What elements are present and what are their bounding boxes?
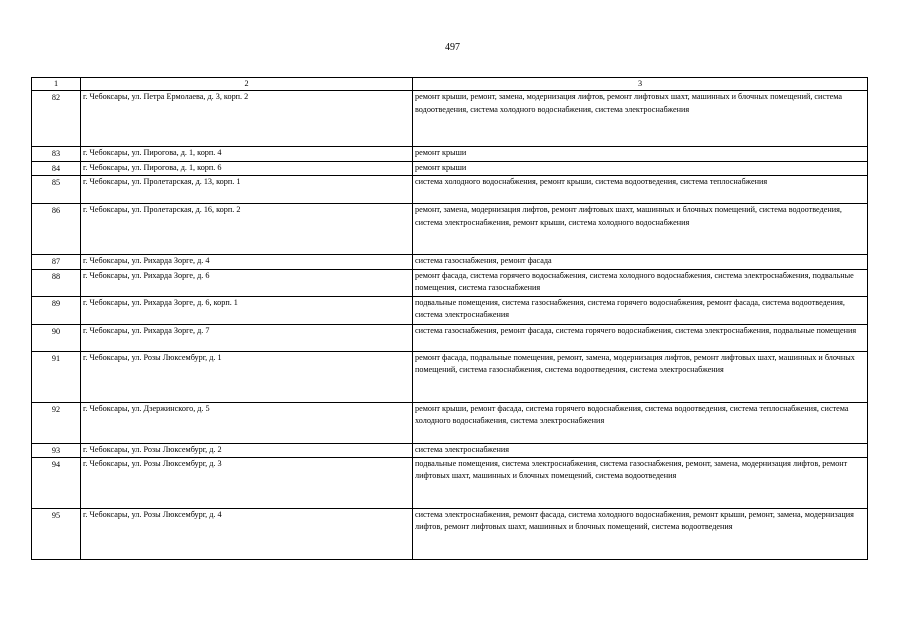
row-address: г. Чебоксары, ул. Рихарда Зорге, д. 4 bbox=[81, 255, 413, 269]
row-address: г. Чебоксары, ул. Розы Люксембург, д. 2 bbox=[81, 443, 413, 457]
row-address: г. Чебоксары, ул. Рихарда Зорге, д. 6 bbox=[81, 269, 413, 296]
row-address: г. Чебоксары, ул. Пирогова, д. 1, корп. 4 bbox=[81, 147, 413, 161]
row-works: ремонт фасада, подвальные помещения, ремонт, замена, модернизация лифтов, ремонт лифтовых шахт, машинных и блочных помещений, система газоснабжения, система водоотведения, система электроснабжения bbox=[413, 351, 868, 402]
row-number: 88 bbox=[32, 269, 81, 296]
table-header-row bbox=[32, 78, 868, 91]
row-address: г. Чебоксары, ул. Пролетарская, д. 16, корп. 2 bbox=[81, 204, 413, 255]
table-row bbox=[32, 296, 868, 324]
row-works: система газоснабжения, ремонт фасада, система горячего водоснабжения, система электроснабжения, подвальные помещения bbox=[413, 324, 868, 351]
row-number: 90 bbox=[32, 324, 81, 351]
row-address: г. Чебоксары, ул. Розы Люксембург, д. 3 bbox=[81, 458, 413, 509]
row-address: г. Чебоксары, ул. Пролетарская, д. 13, корп. 1 bbox=[81, 176, 413, 204]
row-number: 91 bbox=[32, 351, 81, 402]
buildings-table bbox=[31, 77, 868, 560]
column-header-address: 2 bbox=[81, 78, 413, 91]
table-row bbox=[32, 176, 868, 204]
row-works: ремонт крыши bbox=[413, 147, 868, 161]
row-works: ремонт крыши, ремонт фасада, система горячего водоснабжения, система водоотведения, система теплоснабжения, система холодного водоснабжения, система электроснабжения bbox=[413, 402, 868, 443]
row-works: ремонт фасада, система горячего водоснабжения, система холодного водоснабжения, система электроснабжения, подвальные помещения, система газоснабжения bbox=[413, 269, 868, 296]
row-address: г. Чебоксары, ул. Рихарда Зорге, д. 7 bbox=[81, 324, 413, 351]
row-number: 83 bbox=[32, 147, 81, 161]
table-row bbox=[32, 147, 868, 161]
row-address: г. Чебоксары, ул. Розы Люксембург, д. 1 bbox=[81, 351, 413, 402]
row-works: система электроснабжения, ремонт фасада, система холодного водоснабжения, ремонт крыши, ремонт, замена, модернизация лифтов, ремонт лифтовых шахт, машинных и блочных помещений, система водоотведения bbox=[413, 509, 868, 560]
row-address: г. Чебоксары, ул. Дзержинского, д. 5 bbox=[81, 402, 413, 443]
table-row bbox=[32, 324, 868, 351]
table-row bbox=[32, 402, 868, 443]
table-row bbox=[32, 351, 868, 402]
row-number: 92 bbox=[32, 402, 81, 443]
row-number: 94 bbox=[32, 458, 81, 509]
table-row bbox=[32, 161, 868, 175]
row-number: 85 bbox=[32, 176, 81, 204]
row-number: 82 bbox=[32, 91, 81, 147]
column-header-number: 1 bbox=[32, 78, 81, 91]
row-works: подвальные помещения, система электроснабжения, система газоснабжения, ремонт, замена, модернизация лифтов, ремонт лифтовых шахт, машинных и блочных помещений, система водоотведения bbox=[413, 458, 868, 509]
row-works: система электроснабжения bbox=[413, 443, 868, 457]
row-address: г. Чебоксары, ул. Рихарда Зорге, д. 6, корп. 1 bbox=[81, 296, 413, 324]
table-row bbox=[32, 458, 868, 509]
row-number: 89 bbox=[32, 296, 81, 324]
row-works: система газоснабжения, ремонт фасада bbox=[413, 255, 868, 269]
row-address: г. Чебоксары, ул. Пирогова, д. 1, корп. 6 bbox=[81, 161, 413, 175]
row-works: ремонт, замена, модернизация лифтов, ремонт лифтовых шахт, машинных и блочных помещений, система водоотведения, система электроснабжения, ремонт крыши, система холодного водоснабжения bbox=[413, 204, 868, 255]
row-number: 87 bbox=[32, 255, 81, 269]
table-row bbox=[32, 509, 868, 560]
row-works: подвальные помещения, система газоснабжения, система горячего водоснабжения, ремонт фасада, система водоотведения, система электроснабжения bbox=[413, 296, 868, 324]
row-works: ремонт крыши, ремонт, замена, модернизация лифтов, ремонт лифтовых шахт, машинных и блочных помещений, система водоотведения, система холодного водоснабжения, система электроснабжения bbox=[413, 91, 868, 147]
row-works: ремонт крыши bbox=[413, 161, 868, 175]
table-row bbox=[32, 91, 868, 147]
table-row bbox=[32, 269, 868, 296]
row-number: 95 bbox=[32, 509, 81, 560]
row-address: г. Чебоксары, ул. Розы Люксембург, д. 4 bbox=[81, 509, 413, 560]
row-number: 86 bbox=[32, 204, 81, 255]
table-row bbox=[32, 255, 868, 269]
row-number: 93 bbox=[32, 443, 81, 457]
page-number: 497 bbox=[445, 42, 460, 53]
table-row bbox=[32, 204, 868, 255]
row-address: г. Чебоксары, ул. Петра Ермолаева, д. 3, корп. 2 bbox=[81, 91, 413, 147]
column-header-works: 3 bbox=[413, 78, 868, 91]
row-works: система холодного водоснабжения, ремонт крыши, система водоотведения, система теплоснабжения bbox=[413, 176, 868, 204]
table-row bbox=[32, 443, 868, 457]
row-number: 84 bbox=[32, 161, 81, 175]
